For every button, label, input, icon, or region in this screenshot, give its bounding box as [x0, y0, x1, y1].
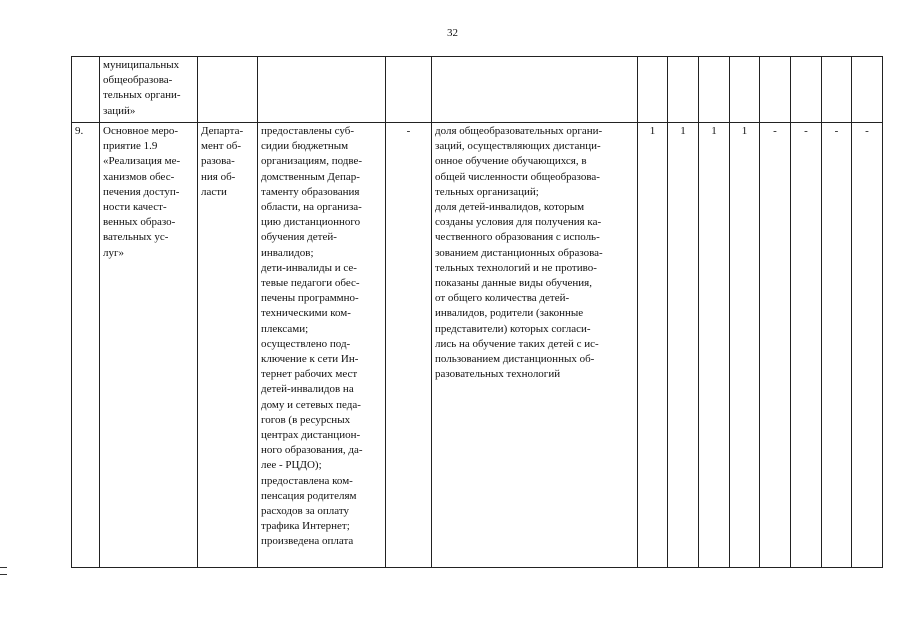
cell-value [668, 57, 699, 123]
cell-indicator [432, 57, 638, 123]
cell-value [822, 57, 852, 123]
cell-value [791, 57, 822, 123]
cell-measure-name: Основное меро- приятие 1.9 «Реализация ме- ханизмов обес- печения доступ- ности качест- венных образо- вательных ус- луг» [100, 123, 198, 568]
table-row-9 [72, 123, 883, 568]
cell-indicator: доля общеобразовательных органи- заций, осуществляющих дистанци- онное обучение обучающихся, в общей численности общеобразова- тельных организаций; доля детей-инвалидов, которым созданы условия для получения ка- чественного образования с исполь- зованием дистанционных образова- тельных технологий и не противо- показаны данные виды обучения, от общего количества детей- инвалидов, родители (законные представители) которых согласи- лись на обучение таких детей с ис- пользованием дистанционных об- разовательных технологий [432, 123, 638, 568]
cell-value: 1 [638, 123, 668, 568]
measures-table [71, 56, 883, 568]
cell-value [852, 57, 883, 123]
cell-measure-name: муниципальных общеобразова- тельных органи- заций» [100, 57, 198, 123]
cell-value: - [791, 123, 822, 568]
cell-value: - [852, 123, 883, 568]
cell-executor [198, 57, 258, 123]
table-row-continued [72, 57, 883, 123]
page-number: 32 [447, 27, 458, 39]
cell-value: 1 [730, 123, 760, 568]
cell-value: 1 [668, 123, 699, 568]
cell-number [72, 57, 100, 123]
cell-number: 9. [72, 123, 100, 568]
cell-link: - [386, 123, 432, 568]
cell-executor: Департа- мент об- разова- ния об- ласти [198, 123, 258, 568]
cell-value: 1 [699, 123, 730, 568]
cell-result: предоставлены суб- сидии бюджетным организациям, подве- домственным Депар- таменту образования области, на организа- цию дистанционного обучения детей- инвалидов; дети-инвалиды и се- тевые педагоги обес- печены программно- техническими ком- плексами; осуществлено под- ключение к сети Ин- тернет рабочих мест детей-инвалидов на дому и сетевых педа- гогов (в ресурсных центрах дистанцион- ного образования, да- лее - РЦДО); предоставлена ком- пенсация родителям расходов за оплату трафика Интернет; произведена оплата [258, 123, 386, 568]
margin-mark [0, 567, 7, 575]
cell-value [638, 57, 668, 123]
cell-value: - [760, 123, 791, 568]
cell-value [730, 57, 760, 123]
cell-link [386, 57, 432, 123]
cell-result [258, 57, 386, 123]
cell-value: - [822, 123, 852, 568]
cell-value [760, 57, 791, 123]
cell-value [699, 57, 730, 123]
